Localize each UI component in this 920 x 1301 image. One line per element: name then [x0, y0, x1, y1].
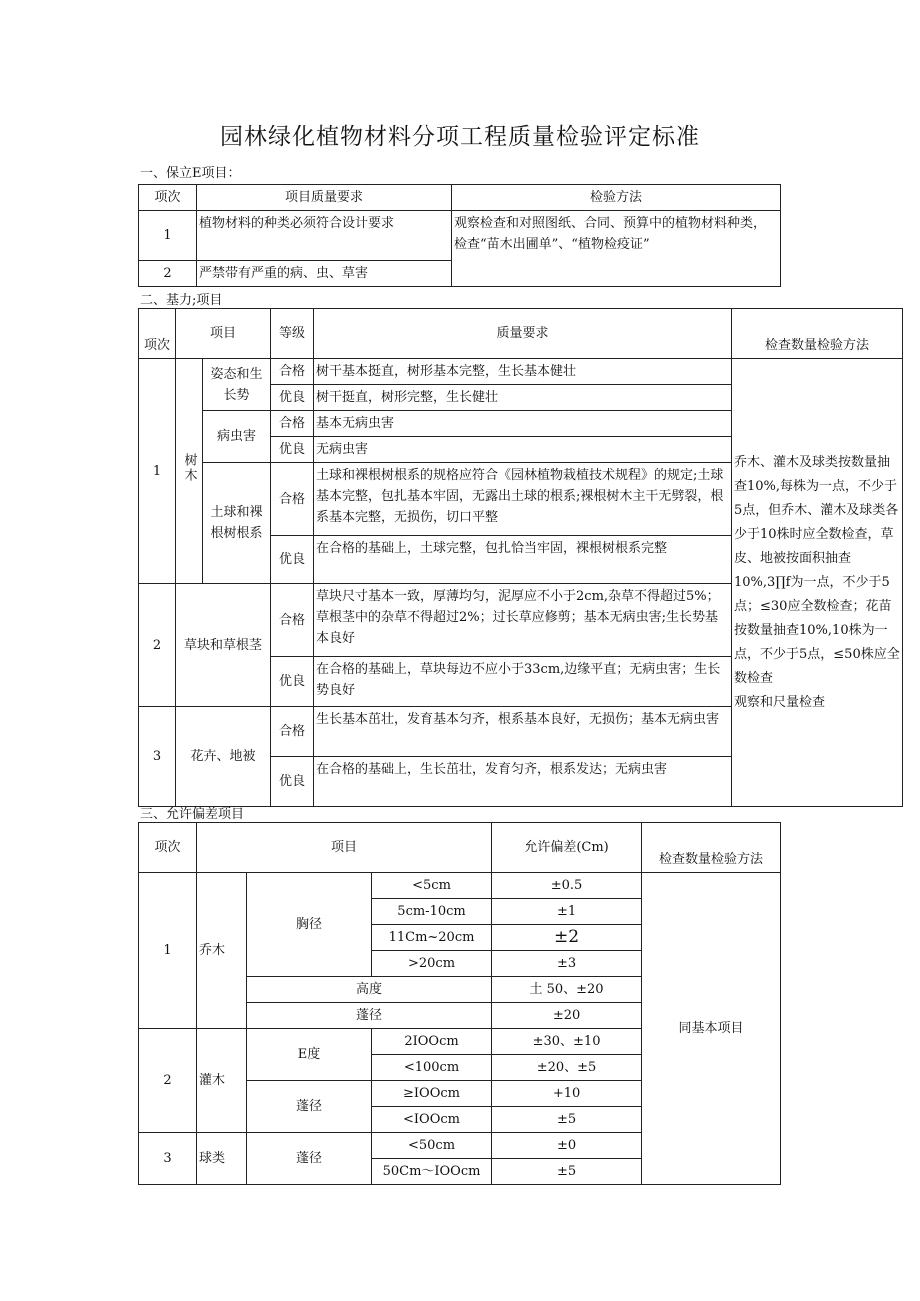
quality-text: 树干挺直，树形完整，生长健壮 [314, 385, 732, 411]
method-text: 乔木、灌木及球类按数量抽查10%,每株为一点，不少于5点，但乔木、灌木及球类各少于10株时应全数检查，草皮、地被按面积抽查10%,3∏f为一点，不少于5点；≤30应全数检查；花苗按数量抽查10%,10株为一点，不少于5点，≤50株应全数检查 [734, 455, 900, 686]
col-header-no: 项次 [139, 309, 176, 359]
quality-text: 树干基本挺直，树形基本完整，生长基本健壮 [314, 359, 732, 385]
group-category: 灌木 [197, 1029, 247, 1133]
group-item: 草块和草根茎 [176, 584, 271, 707]
grade-pass: 合格 [271, 411, 314, 437]
col-header-no: 项次 [139, 185, 197, 211]
group-no: 2 [139, 584, 176, 707]
range-cell: 2IOOcm [372, 1029, 492, 1055]
range-cell: 5cm-10cm [372, 899, 492, 925]
quality-text: 基本无病虫害 [314, 411, 732, 437]
sub-item: 土球和裸根树根系 [203, 463, 271, 584]
grade-good: 优良 [271, 385, 314, 411]
col-header-method: 检验方法 [452, 185, 781, 211]
page-title: 园林绿化植物材料分项工程质量检验评定标准 [220, 124, 700, 150]
tolerance-cell: ±3 [492, 951, 642, 977]
group-no: 1 [139, 359, 176, 584]
row-no: 1 [139, 211, 197, 261]
col-header-grade: 等级 [271, 309, 314, 359]
sub-item: 高度 [247, 977, 492, 1003]
tolerance-cell: ±1 [492, 899, 642, 925]
grade-pass: 合格 [271, 707, 314, 757]
method-cell [732, 359, 903, 807]
range-cell: 11Cm~20cm [372, 925, 492, 951]
sub-item: 姿态和生长势 [203, 359, 271, 411]
row-requirement: 严禁带有严重的病、虫、草害 [197, 261, 452, 287]
quality-text: 在合格的基础上，草块每边不应小于33cm,边缘平直；无病虫害；生长势良好 [314, 657, 732, 707]
quality-text: 土球和裸根树根系的规格应符合《园林植物栽植技术规程》的规定;土球基本完整，包扎基本牢固，无露出土球的根系;裸根树木主干无劈裂，根系基本完整，无损伤，切口平整 [314, 463, 732, 536]
tolerance-cell: +10 [492, 1081, 642, 1107]
tolerance-cell: ±20 [492, 1003, 642, 1029]
col-header-quality: 质量要求 [314, 309, 732, 359]
tolerance-cell: ±2 [492, 925, 642, 951]
sub-item: 胸径 [247, 873, 372, 977]
method-text-2: 观察和尺量检查 [734, 695, 826, 710]
range-cell: <100cm [372, 1055, 492, 1081]
method-cell: 观察检查和对照图纸、合同、预算中的植物材料种类，检查“苗木出圃单”、“植物检疫证” [452, 211, 781, 287]
section3-table [138, 822, 781, 1185]
grade-good: 优良 [271, 437, 314, 463]
tolerance-cell: ±0.5 [492, 873, 642, 899]
sub-item: 蓬径 [247, 1133, 372, 1185]
grade-pass: 合格 [271, 463, 314, 536]
section1-table [138, 184, 781, 287]
quality-text: 草块尺寸基本一致，厚薄均匀，泥厚应不小于2cm,杂草不得超过5%；草根茎中的杂草不得超过2%；过长草应修剪；基本无病虫害;生长势基本良好 [314, 584, 732, 657]
col-header-requirement: 项目质量要求 [197, 185, 452, 211]
grade-good: 优良 [271, 757, 314, 807]
method-cell: 同基本项目 [642, 873, 781, 1185]
range-cell: 50Cm～IOOcm [372, 1159, 492, 1185]
col-header-method: 检查数量检验方法 [732, 309, 903, 359]
group-no: 3 [139, 1133, 197, 1185]
row-requirement: 植物材料的种类必须符合设计要求 [197, 211, 452, 261]
col-header-no: 项次 [139, 823, 197, 873]
quality-text: 在合格的基础上，土球完整，包扎恰当牢固，裸根树根系完整 [314, 536, 732, 584]
group-category: 树木 [176, 359, 203, 584]
group-category: 乔木 [197, 873, 247, 1029]
tolerance-cell: ±5 [492, 1107, 642, 1133]
tolerance-cell: ±30、±10 [492, 1029, 642, 1055]
sub-item: 蓬径 [247, 1003, 492, 1029]
section2-table [138, 308, 903, 807]
range-cell: ≥IOOcm [372, 1081, 492, 1107]
sub-item: 病虫害 [203, 411, 271, 463]
col-header-tolerance: 允许偏差(Cm) [492, 823, 642, 873]
row-no: 2 [139, 261, 197, 287]
quality-text: 无病虫害 [314, 437, 732, 463]
grade-good: 优良 [271, 657, 314, 707]
grade-good: 优良 [271, 536, 314, 584]
col-header-method: 检查数量检验方法 [642, 823, 781, 873]
range-cell: <5cm [372, 873, 492, 899]
section3-heading: 三、允许偏差项目 [140, 807, 245, 822]
sub-item: 蓬径 [247, 1081, 372, 1133]
tolerance-cell: 土 50、±20 [492, 977, 642, 1003]
col-header-item: 项目 [197, 823, 492, 873]
grade-pass: 合格 [271, 359, 314, 385]
range-cell: <IOOcm [372, 1107, 492, 1133]
tolerance-cell: ±0 [492, 1133, 642, 1159]
quality-text: 生长基本茁壮，发育基本匀齐，根系基本良好，无损伤；基本无病虫害 [314, 707, 732, 757]
group-no: 3 [139, 707, 176, 807]
sub-item: E度 [247, 1029, 372, 1081]
group-no: 2 [139, 1029, 197, 1133]
range-cell: <50cm [372, 1133, 492, 1159]
col-header-item: 项目 [176, 309, 271, 359]
tolerance-cell: ±5 [492, 1159, 642, 1185]
group-no: 1 [139, 873, 197, 1029]
range-cell: >20cm [372, 951, 492, 977]
section1-heading: 一、保立E项目： [140, 166, 241, 181]
group-category: 球类 [197, 1133, 247, 1185]
grade-pass: 合格 [271, 584, 314, 657]
section2-heading: 二、基力;项目 [140, 293, 223, 308]
group-item: 花卉、地被 [176, 707, 271, 807]
quality-text: 在合格的基础上，生长茁壮，发育匀齐，根系发达；无病虫害 [314, 757, 732, 807]
tolerance-cell: ±20、±5 [492, 1055, 642, 1081]
